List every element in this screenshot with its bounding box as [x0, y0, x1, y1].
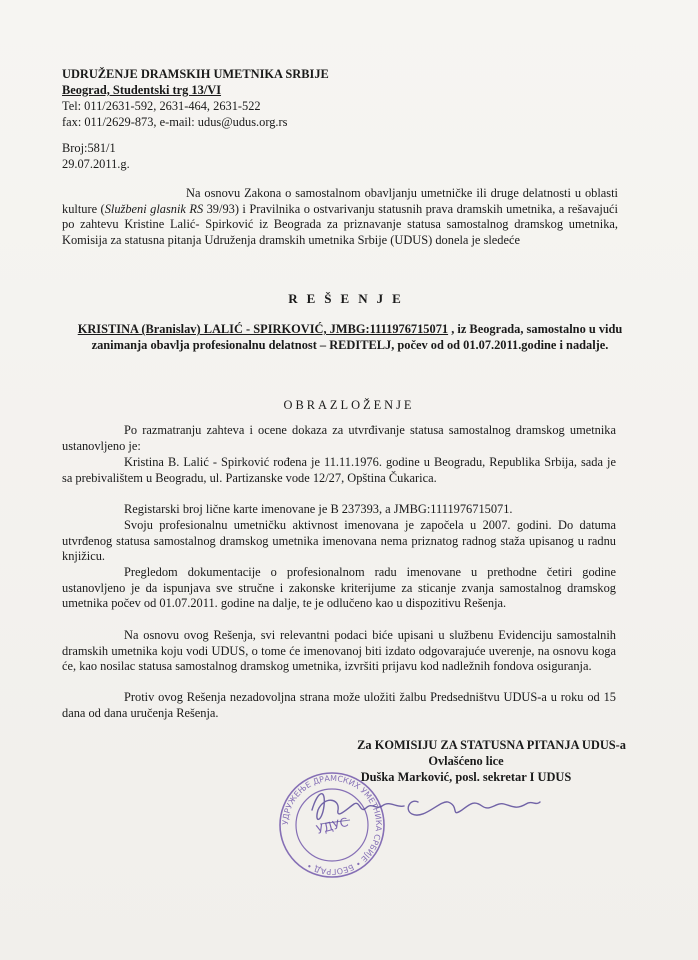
stamp-ring-text: УДРУЖЕЊЕ ДРАМСКИХ УМЕТНИКА СРБИЈЕ • БЕОГРАД • [280, 773, 384, 877]
org-name: UDRUŽENJE DRAMSKIH UMETNIKA SRBIJE [62, 67, 329, 81]
paragraph-4: Svoju profesionalnu umetničku aktivnost imenovana je započela u 2007. godini. Do datuma utvrđenog statusa samostalnog dramskog umetnika imenovana nema priznatog radnog staža upisanog u radnu knjižicu. [62, 518, 616, 564]
paragraph-2: Kristina B. Lalić - Spirković rođena je 11.11.1976. godine u Beogradu, Republika Srbija, sada je sa prebivalištem u Beogradu, ul. Partizanske vode 12/27, Opština Čukarica. [62, 455, 616, 485]
intro-italic: Službeni glasnik RS [104, 201, 204, 216]
letterhead [62, 66, 329, 130]
reference-block [62, 140, 130, 172]
reference-date: 29.07.2011.g. [62, 157, 130, 171]
paragraph-3: Registarski broj lične karte imenovane je B 237393, a JMBG:1111976715071. [124, 502, 513, 516]
org-fax: fax: 011/2629-873, e-mail: udus@udus.org.rs [62, 115, 288, 129]
reference-number: Broj:581/1 [62, 141, 116, 155]
intro-paragraph [62, 186, 618, 248]
org-address: Beograd, Studentski trg 13/VI [62, 83, 222, 97]
signature-line-committee: Za KOMISIJU ZA STATUSNA PITANJA UDUS-a [357, 738, 626, 752]
decision-text [70, 322, 630, 353]
decision-rest: , iz Beograda, samostalno u vidu zanimanja obavlja profesionalnu delatnost – REDITELJ, počev od od 01.07.2011.godine i nadalje. [91, 322, 623, 352]
paragraph-5: Pregledom dokumentacije o profesionalnom radu imenovane u prethodne četiri godine ustanovljeno je da ispunjava sve stručne i zakonske kriterijume za sticanje zvanja samostalnog dramskog umetnika počev od 01.07.2011. godine na dalje, te je odlučeno kao u dispozitivu Rešenja. [62, 565, 616, 611]
signature-line-authorized: Ovlašćeno lice [428, 754, 504, 768]
paragraph-1: Po razmatranju zahteva i ocene dokaza za utvrđivanje statusa samostalnog dramskog umetnika ustanovljeno je: [62, 423, 616, 453]
org-tel: Tel: 011/2631-592, 2631-464, 2631-522 [62, 99, 261, 113]
intro-text-b: 39/93) i Pravilnika o ostvarivanju statusnih prava dramskih umetnika, a rešavajući po zahtevu Kristine Lalić- Spirković iz Beograda za priznavanje statusa samostalnog dramskog umetnika, Komisija za statusna pitanja Udruženja dramskih umetnika Srbije (UDUS) donela je sledeće [62, 201, 618, 247]
decision-name: KRISTINA (Branislav) LALIĆ - SPIRKOVIĆ, JMBG:1111976715071 [77, 322, 449, 336]
decision-title: REŠENJE [288, 291, 410, 306]
paragraph-6: Na osnovu ovog Rešenja, svi relevantni podaci biće upisani u službenu Evidenciju samostalnih dramskih umetnika koju vodi UDUS, o tome će imenovanoj biti izdato odgovarajuće uverenje, na osnovu koga će, kao nosilac statusa samostalnog dramskog umetnika, izvršiti prijavu kod nadležnih fondova osiguranja. [62, 628, 616, 674]
stamp-center-text: УДУС [314, 815, 350, 837]
paragraph-7: Protiv ovog Rešenja nezadovoljna strana može uložiti žalbu Predsedništvu UDUS-a u roku od 15 dana od dana uručenja Rešenja. [62, 690, 616, 720]
signature-line-name: Duška Marković, posl. sekretar I UDUS [360, 770, 572, 784]
intro-text-a: Na osnovu Zakona o samostalnom obavljanju umetničke ili druge delatnosti u oblasti kulture ( [62, 186, 618, 216]
handwritten-signature [300, 780, 560, 840]
explanation-title: OBRAZLOŽENJE [283, 398, 415, 412]
